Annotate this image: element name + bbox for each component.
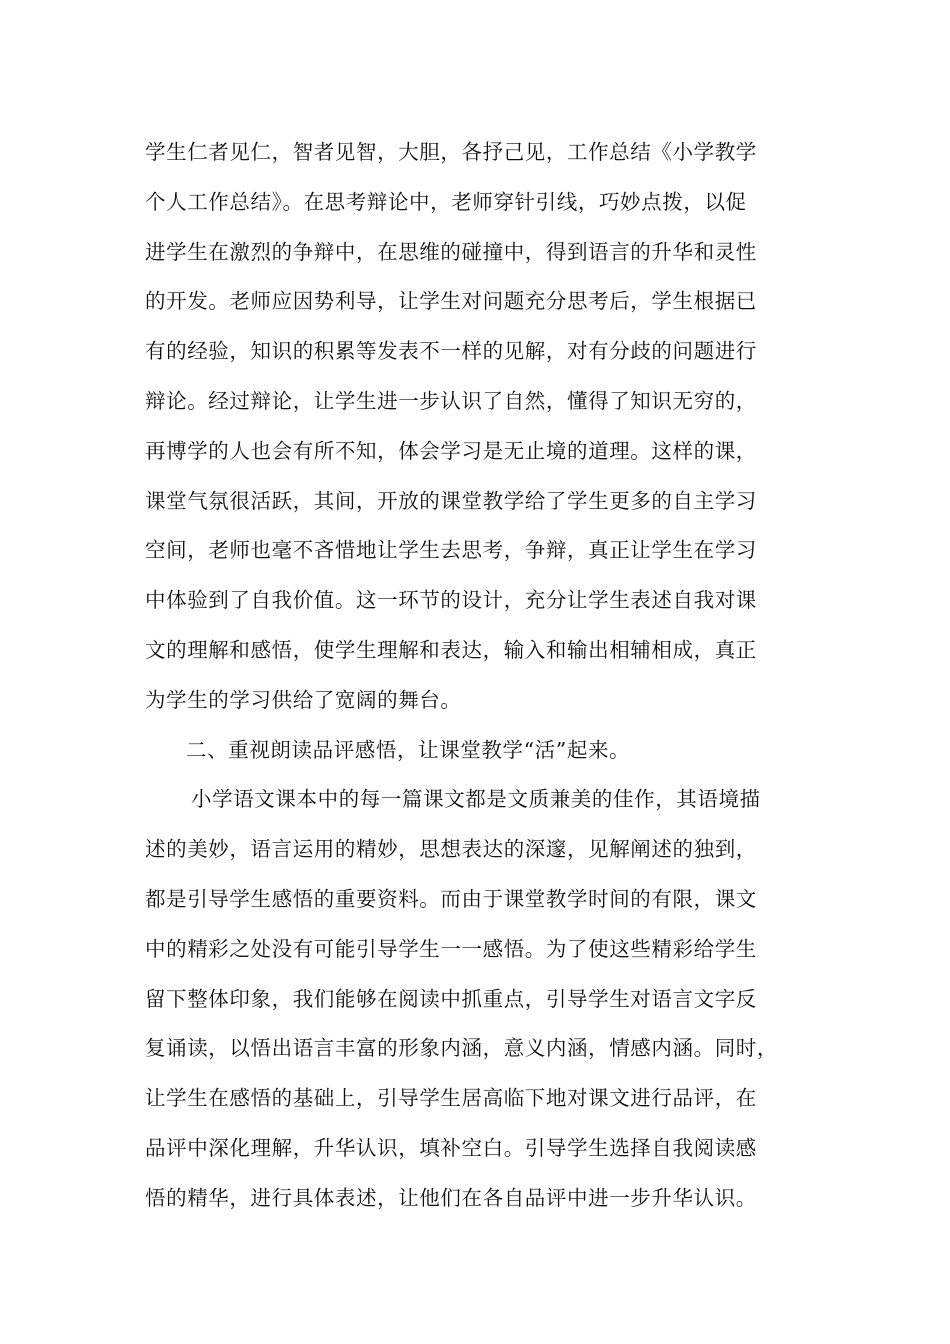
text-line: 文的理解和感悟，使学生理解和表达，输入和输出相辅相成，真正 (145, 637, 757, 662)
text-line: 小学语文课本中的每一篇课文都是文质兼美的佳作，其语境描 (191, 787, 761, 812)
text-line: 中的精彩之处没有可能引导学生一一感悟。为了使这些精彩给学生 (145, 936, 757, 961)
text-line: 个人工作总结》。在思考辩论中，老师穿针引线，巧妙点拨，以促 (145, 189, 747, 214)
text-line: 悟的精华，进行具体表述，让他们在各自品评中进一步升华认识。 (145, 1185, 757, 1210)
text-line: 复诵读，以悟出语言丰富的形象内涵，意义内涵，情感内涵。同时， (145, 1036, 778, 1061)
text-line: 有的经验，知识的积累等发表不一样的见解，对有分歧的问题进行 (145, 339, 757, 364)
paragraph-1 (145, 128, 810, 726)
text-line: 课堂气氛很活跃，其间，开放的课堂教学给了学生更多的自主学习 (145, 488, 757, 513)
text-line: 进学生在激烈的争辩中，在思维的碰撞中，得到语言的升华和灵性 (145, 239, 757, 264)
section-heading: 二、重视朗读品评感悟，让课堂教学“活”起来。 (186, 737, 631, 762)
text-line: 述的美妙，语言运用的精妙，思想表达的深邃，见解阐述的独到， (145, 837, 757, 862)
text-line: 让学生在感悟的基础上，引导学生居高临下地对课文进行品评，在 (145, 1086, 757, 1111)
text-line: 留下整体印象，我们能够在阅读中抓重点，引导学生对语言文字反 (145, 986, 757, 1011)
text-line: 品评中深化理解，升华认识，填补空白。引导学生选择自我阅读感 (145, 1135, 757, 1160)
text-line: 空间，老师也毫不吝惜地让学生去思考，争辩，真正让学生在学习 (145, 538, 757, 563)
text-line: 辩论。经过辩论，让学生进一步认识了自然，懂得了知识无穷的， (145, 388, 757, 413)
text-line: 再博学的人也会有所不知，体会学习是无止境的道理。这样的课， (145, 438, 757, 463)
text-line: 为学生的学习供给了宽阔的舞台。 (145, 687, 462, 712)
document-page (145, 128, 810, 1224)
text-line: 的开发。老师应因势利导，让学生对问题充分思考后，学生根据已 (145, 289, 757, 314)
text-line: 中体验到了自我价值。这一环节的设计，充分让学生表述自我对课 (145, 588, 757, 613)
text-line: 学生仁者见仁，智者见智，大胆，各抒己见，工作总结《小学教学 (145, 140, 757, 164)
text-line: 都是引导学生感悟的重要资料。而由于课堂教学时间的有限，课文 (145, 886, 757, 911)
paragraph-2 (145, 775, 810, 1223)
